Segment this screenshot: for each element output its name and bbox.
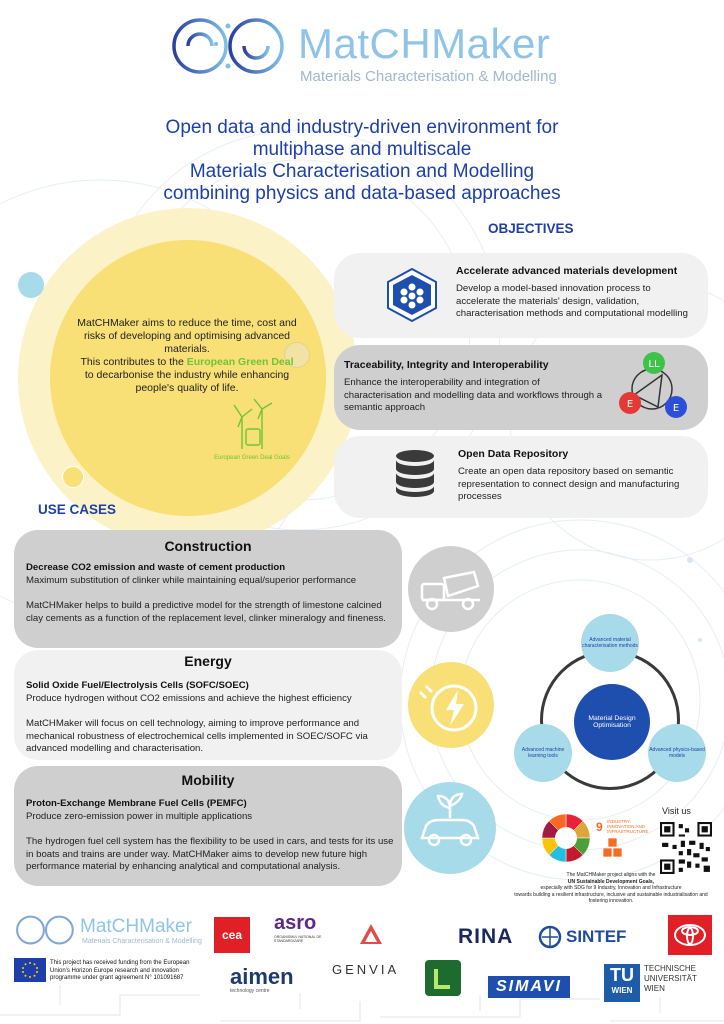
intro-text-3: to decarbonise the industry while enhancing people's quality of life. — [84, 369, 290, 394]
partner-cea-logo — [214, 917, 250, 953]
objective-body: Develop a model-based innovation process to accelerate the materials' design, validation, characterisation methods and computational modelling — [456, 283, 688, 319]
partner-aimen-sub: technology centre — [230, 988, 270, 994]
fair-letter: LL — [648, 359, 660, 370]
objective-card — [334, 253, 708, 338]
use-case-title: Construction — [164, 538, 252, 554]
sdg9-number: 9 — [596, 820, 603, 834]
headline — [100, 117, 624, 205]
sdg-text-2: UN Sustainable Development Goals, — [567, 878, 655, 885]
intro-text — [68, 317, 306, 395]
sdg9-title: INDUSTRY, INNOVATION AND INFRASTRUCTURE — [607, 819, 649, 835]
info-bubble — [18, 272, 44, 298]
use-case-subtitle: Proton-Exchange Membrane Fuel Cells (PEMFC) — [26, 798, 247, 809]
partner-green-logo — [425, 960, 461, 996]
use-case-card — [14, 650, 402, 760]
partner-red-mark-logo — [358, 922, 384, 948]
partner-aimen-name: aimen — [230, 964, 294, 989]
objective-title: Open Data Repository — [458, 448, 569, 460]
mdo-center: Material Design Optimisation — [574, 684, 650, 760]
eu-funding-text: This project has received funding from the European Union's Horizon Europe research and innovation programme under grant agreement N° 101091687 — [50, 960, 190, 981]
use-case-body: The hydrogen fuel cell system has the flexibility to be used in cars, and tests for its use in boats and trains are under way. MatCHMaker aims to develop new future high performance material by enhancing analytical and computational analysis. — [26, 836, 394, 872]
partner-aimen-logo — [230, 966, 294, 994]
energy-icon-circle — [408, 662, 494, 748]
truck-icon — [408, 546, 494, 632]
use-case-body: MatCHMaker will focus on cell technology, aiming to improve performance and mechanical robustness of electrochemical cells implemented in SOEC/SOFC via advanced modelling and characterisation. — [26, 718, 368, 754]
partner-asro-logo — [274, 912, 332, 943]
eco-car-icon — [404, 782, 496, 874]
wind-turbine-icon — [232, 395, 274, 453]
sdg-text-4: towards building a resilient infrastructure, inclusive and sustainable industrialisation and fostering innovation. — [514, 891, 708, 904]
sdg-text-3: especially with SDG for 9 Industry, Innovation and Infrastructure — [540, 885, 682, 891]
mdo-node: Advanced machine learning tools — [514, 724, 572, 782]
partner-sintef-name: SINTEF — [566, 927, 627, 946]
sdg-text-1: The MatCHMaker project aligns with the — [566, 872, 656, 878]
objective-body: Create an open data repository based on semantic representation to connect design and manufacturing processes — [458, 466, 680, 502]
tu-name-3: WIEN — [644, 984, 665, 993]
fair-letter: E — [672, 403, 680, 414]
sdg-text — [506, 872, 716, 905]
toyota-emblem-icon — [673, 923, 707, 947]
use-case-subtitle: Decrease CO2 emission and waste of cement production — [26, 562, 286, 573]
partner-rina-logo: RINA — [458, 925, 514, 948]
partner-simavi-logo: SIMAVI — [488, 976, 570, 998]
partner-asro-sub: ORGANISMUL NATIONAL DE STANDARDIZARE — [274, 935, 322, 943]
use-case-subtitle: Solid Oxide Fuel/Electrolysis Cells (SOFC/SOEC) — [26, 680, 249, 691]
database-icon — [394, 448, 436, 498]
footer-matchmaker-logo-icon — [14, 912, 80, 948]
fair-letter: E — [626, 399, 634, 410]
objectives-title: OBJECTIVES — [488, 221, 574, 236]
construction-icon-circle — [408, 546, 494, 632]
use-case-title: Energy — [184, 653, 232, 669]
headline-line: Materials Characterisation and Modelling — [189, 161, 535, 182]
mdo-node: Advanced physics-based models — [648, 724, 706, 782]
intro-text-2: This contributes to the European Green Deal — [80, 356, 294, 368]
use-case-card — [14, 530, 402, 648]
use-case-body: MatCHMaker helps to build a predictive model for the strength of limestone calcined clay cements as a function of the replacement level, clinker mineralogy and fineness. — [26, 600, 386, 624]
partner-cea-name: cea — [221, 928, 243, 942]
matchmaker-logo-icon — [168, 14, 296, 78]
partner-tuwien-logo — [604, 964, 697, 1002]
sintef-globe-icon — [538, 925, 562, 949]
visit-us-label: Visit us — [662, 806, 691, 816]
footer-logo-title: MatCHMaker — [80, 916, 192, 937]
footer-logo-subtitle: Materials Characterisation & Modelling — [82, 938, 202, 945]
sdg-wheel-icon — [540, 812, 592, 864]
info-bubble — [62, 466, 84, 488]
objective-title: Accelerate advanced materials development — [456, 265, 678, 277]
logo-subtitle: Materials Characterisation & Modelling — [300, 68, 557, 85]
eu-flag-icon — [14, 958, 46, 982]
materials-hexagon-icon — [384, 267, 440, 323]
use-case-lead: Produce hydrogen without CO2 emissions and achieve the highest efficiency — [26, 693, 352, 704]
headline-line: Open data and industry-driven environment for — [165, 117, 559, 138]
green-leaf-icon — [430, 965, 456, 991]
use-cases-title: USE CASES — [38, 502, 117, 517]
mdo-node: Advanced material characterisation methods — [581, 614, 639, 672]
intro-text-1: MatCHMaker aims to reduce the time, cost and risks of developing and optimising advanced materials. — [77, 317, 297, 355]
partner-sintef-logo — [538, 925, 626, 949]
qr-code-icon[interactable] — [660, 822, 712, 874]
logo-title: MatCHMaker — [298, 20, 551, 67]
green-deal-highlight: European Green Deal — [186, 356, 294, 368]
plug-bolt-icon — [408, 662, 494, 748]
use-case-lead: Maximum substitution of clinker while maintaining equal/superior performance — [26, 575, 357, 586]
partner-toyota-logo — [668, 915, 712, 955]
objective-card — [334, 345, 708, 430]
tu-name-2: UNIVERSITÄT — [644, 974, 697, 983]
green-deal-label: European Green Deal Goals — [214, 455, 290, 461]
use-case-title: Mobility — [181, 772, 235, 788]
tu-name-1: TECHNISCHE — [644, 964, 697, 973]
tu-name — [644, 964, 697, 994]
sdg9-label — [596, 818, 654, 836]
tu-emblem-tu: TU — [610, 965, 634, 985]
tu-emblem-wien: WIEN — [611, 986, 633, 995]
tu-emblem — [604, 964, 640, 1002]
headline-line: multiphase and multiscale — [252, 139, 472, 160]
headline-line: combining physics and data-based approaches — [163, 183, 561, 204]
sdg9-cubes-icon — [600, 836, 626, 862]
fair-data-icon — [612, 349, 696, 427]
use-case-lead: Produce zero-emission power in multiple applications — [26, 811, 253, 822]
partner-genvia-logo: GENVIA — [332, 962, 400, 977]
partner-asro-name: asro — [274, 912, 317, 934]
objective-body: Enhance the interoperability and integration of characterisation and modelling data and workflows through a semantic approach — [344, 377, 603, 413]
mobility-icon-circle — [404, 782, 496, 874]
use-case-card — [14, 766, 402, 886]
objective-card — [334, 436, 708, 518]
objective-title: Traceability, Integrity and Interoperability — [344, 359, 549, 371]
